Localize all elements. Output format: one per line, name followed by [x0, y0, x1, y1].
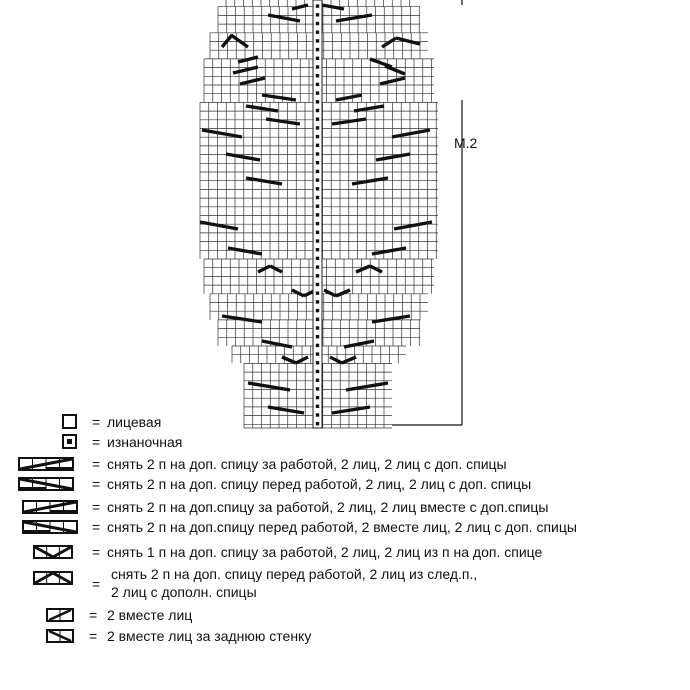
- purl-dot: [316, 335, 319, 338]
- purl-dot: [316, 100, 319, 103]
- purl-dot: [316, 74, 319, 77]
- cable-mark: [268, 15, 300, 21]
- legend-equals: =: [92, 544, 101, 560]
- legend-row: [0, 414, 690, 434]
- purl-dot: [316, 396, 319, 399]
- k2tog-tbl-icon: [46, 628, 74, 649]
- legend-text: снять 2 п на доп.спицу за работой, 2 лиц, 2 лиц вместе с доп.спицы: [107, 499, 549, 515]
- cable-mark: [332, 407, 370, 413]
- cable-mark: [370, 266, 382, 272]
- purl-dot: [316, 161, 319, 164]
- purl-dot: [316, 309, 319, 312]
- legend-row: [0, 566, 690, 600]
- legend-equals: =: [92, 576, 101, 592]
- purl-dot: [316, 196, 319, 199]
- k2tog-icon: [46, 607, 74, 628]
- cable-mark: [380, 78, 405, 84]
- purl-dot: [316, 178, 319, 181]
- legend-row: [0, 628, 690, 648]
- legend-row: [0, 476, 690, 496]
- legend-equals: =: [92, 499, 101, 515]
- purl-dot: [316, 292, 319, 295]
- cable-mark: [258, 266, 270, 272]
- purl-dot: [316, 370, 319, 373]
- cable-mark: [270, 266, 282, 272]
- cable-mark: [336, 95, 362, 100]
- cable-mark: [238, 57, 258, 62]
- purl-dot: [316, 83, 319, 86]
- purl-dot: [316, 126, 319, 129]
- purl-dot: [316, 231, 319, 234]
- purl-dot: [316, 361, 319, 364]
- purl-dot: [316, 118, 319, 121]
- purl-dot: [316, 300, 319, 303]
- legend-text: снять 2 п на доп. спицу за работой, 2 лиц, 2 лиц с доп. спицы: [107, 456, 507, 472]
- purl-stitch-icon: [62, 434, 82, 455]
- cable-mark: [336, 290, 350, 296]
- cable-2-2-front-icon: [18, 476, 74, 497]
- legend-row: [0, 607, 690, 627]
- legend-text: снять 2 п на доп. спицу перед работой, 2 лиц, 2 лиц с доп. спицы: [107, 476, 532, 492]
- cable-mark: [200, 222, 238, 229]
- legend-text: снять 2 п на доп.спицу перед работой, 2 вместе лиц, 2 лиц с доп. спицы: [107, 519, 577, 535]
- legend-row: [0, 434, 690, 454]
- purl-dot: [316, 109, 319, 112]
- purl-dot: [316, 283, 319, 286]
- legend-row: [0, 519, 690, 539]
- cable-mark: [394, 222, 432, 229]
- purl-dot: [316, 48, 319, 51]
- purl-dot: [316, 31, 319, 34]
- legend-equals: =: [92, 434, 101, 450]
- purl-dot: [316, 405, 319, 408]
- purl-dot: [316, 91, 319, 94]
- purl-dot: [316, 13, 319, 16]
- legend-text: 2 вместе лиц за заднюю стенку: [107, 628, 312, 644]
- purl-dot: [316, 152, 319, 155]
- cable-mark: [240, 78, 265, 84]
- legend-text: 2 вместе лиц: [107, 607, 193, 623]
- purl-dot: [316, 387, 319, 390]
- legend-equals: =: [92, 519, 101, 535]
- cable-mark: [222, 35, 232, 47]
- cable-mark: [346, 383, 388, 390]
- purl-dot: [316, 379, 319, 382]
- cable-2-2-back-dec-icon: [22, 499, 78, 520]
- cable-mark: [354, 106, 384, 111]
- cable-mark: [330, 357, 342, 363]
- cable-2-2-front-inc-icon: [33, 570, 73, 591]
- purl-dot: [316, 57, 319, 60]
- legend-text: снять 2 п на доп. спицу перед работой, 2 лиц из след.п.,: [111, 566, 478, 582]
- purl-dot: [316, 257, 319, 260]
- cable-mark: [372, 316, 410, 322]
- cable-mark: [248, 383, 290, 390]
- legend-equals: =: [89, 628, 98, 644]
- purl-dot: [316, 344, 319, 347]
- purl-dot: [316, 135, 319, 138]
- legend-row: [0, 544, 690, 564]
- legend-text: изнаночная: [107, 434, 183, 450]
- purl-dot: [316, 222, 319, 225]
- purl-dot: [316, 144, 319, 147]
- cable-mark: [324, 290, 336, 296]
- cable-mark: [231, 35, 248, 47]
- purl-dot: [316, 4, 319, 7]
- cable-mark: [292, 290, 304, 296]
- legend-row: [0, 499, 690, 519]
- center-purl-column: [313, 0, 322, 428]
- cable-mark: [356, 266, 370, 272]
- cable-mark: [322, 5, 344, 9]
- cable-mark: [228, 248, 262, 254]
- cable-1-2-back-inc-icon: [33, 544, 73, 565]
- purl-dot: [316, 265, 319, 268]
- cable-mark: [342, 357, 356, 363]
- legend-equals: =: [89, 607, 98, 623]
- cable-mark: [282, 357, 296, 363]
- purl-dot: [316, 205, 319, 208]
- purl-dot: [316, 22, 319, 25]
- purl-dot: [316, 318, 319, 321]
- cable-2-2-back-icon: [18, 456, 74, 477]
- repeat-bracket: [392, 0, 462, 425]
- purl-dot: [316, 326, 319, 329]
- legend-text: лицевая: [107, 414, 162, 430]
- purl-dot: [316, 170, 319, 173]
- purl-dot: [316, 65, 319, 68]
- legend-text-line2: 2 лиц с дополн. спицы: [111, 584, 257, 600]
- knit-stitch-icon: [62, 414, 82, 435]
- purl-dot: [316, 187, 319, 190]
- legend-equals: =: [92, 414, 101, 430]
- legend-row: [0, 456, 690, 476]
- legend-text: снять 1 п на доп. спицу за работой, 2 лиц, 2 лиц из п на доп. спице: [107, 544, 543, 560]
- repeat-label: M.2: [454, 135, 478, 151]
- cable-mark: [202, 130, 242, 137]
- purl-dot: [316, 352, 319, 355]
- legend-equals: =: [92, 456, 101, 472]
- purl-dot: [316, 274, 319, 277]
- cable-mark: [392, 130, 430, 137]
- purl-dot: [316, 248, 319, 251]
- cable-mark: [222, 316, 262, 322]
- purl-dot: [316, 39, 319, 42]
- cable-2-2-front-dec-icon: [22, 519, 78, 540]
- cable-mark: [268, 407, 304, 413]
- cable-mark: [396, 38, 420, 44]
- cable-mark: [262, 95, 296, 100]
- legend-equals: =: [92, 476, 101, 492]
- purl-dot: [316, 213, 319, 216]
- cable-mark: [246, 106, 278, 111]
- purl-dot: [316, 239, 319, 242]
